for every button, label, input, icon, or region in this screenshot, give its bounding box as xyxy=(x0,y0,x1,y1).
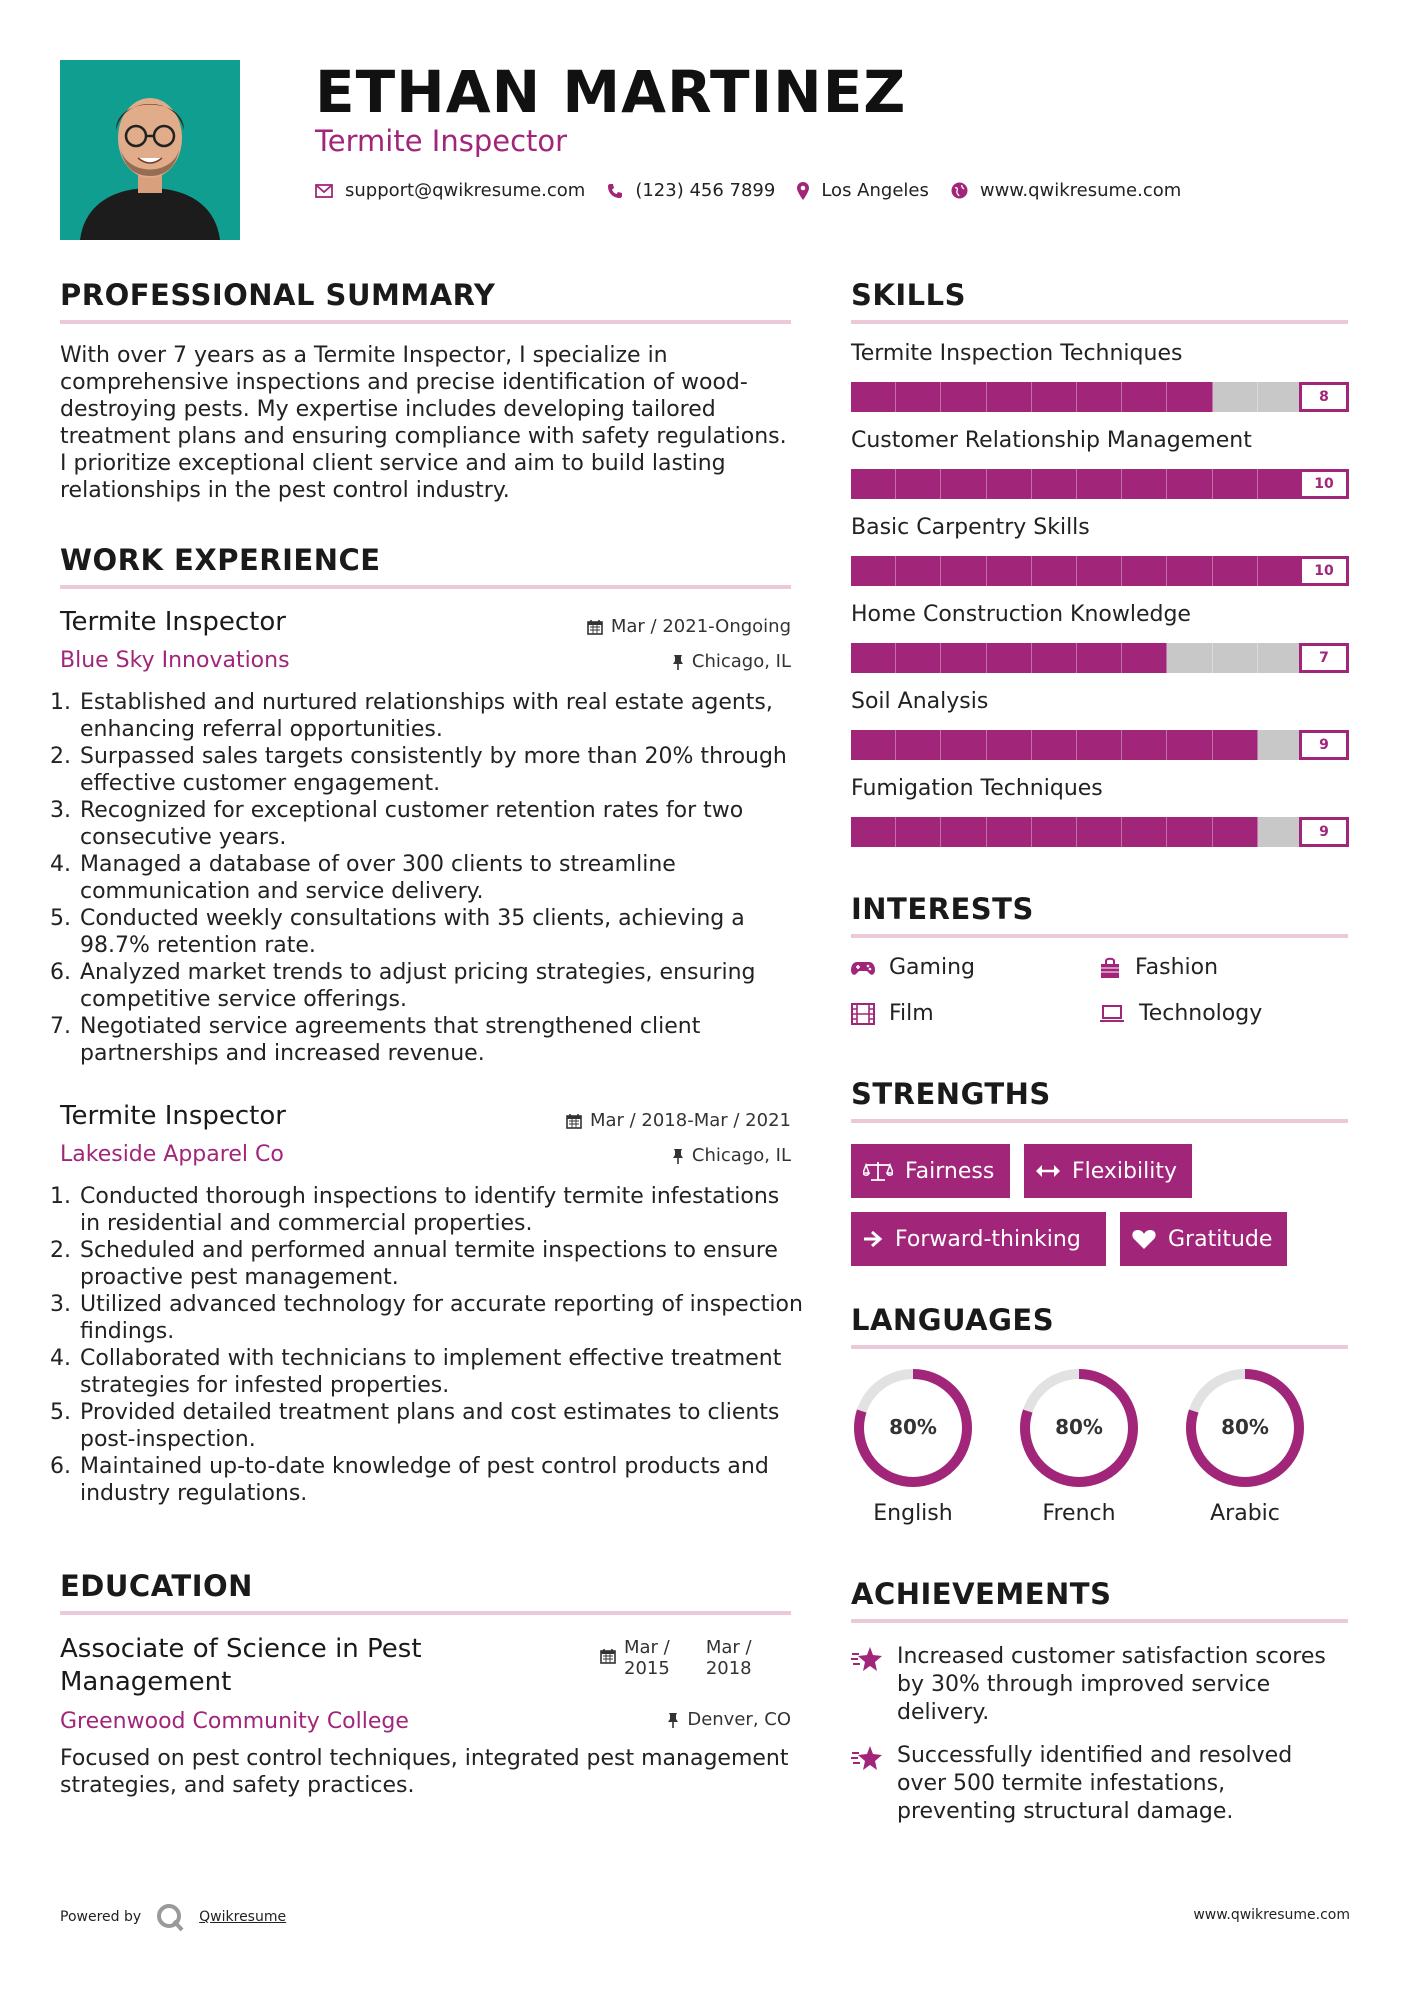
skill-bar-segment xyxy=(1213,382,1258,412)
strength-label: Fairness xyxy=(905,1158,995,1184)
list-item: 1. Established and nurtured relationships with real estate agents, enhancing referral opportunities. xyxy=(78,689,804,743)
film-icon xyxy=(851,1003,875,1025)
skill-bar-segment xyxy=(987,643,1032,673)
degree-line-1: Associate of Science in Pest xyxy=(60,1634,422,1664)
skill-bar-segment xyxy=(987,469,1032,499)
skill-bar-segment xyxy=(1032,382,1077,412)
skill-bar-segment xyxy=(1167,469,1212,499)
skill-bar-segment xyxy=(941,643,986,673)
skill-bar-track xyxy=(851,643,1303,673)
skill-label: Customer Relationship Management xyxy=(851,428,1252,453)
language-name: Arabic xyxy=(1210,1501,1280,1526)
skill-bar-segment xyxy=(1032,469,1077,499)
summary-text: With over 7 years as a Termite Inspector, I specialize in comprehensive inspections and precise identification of wood-destroying pests. My expertise includes developing tailored treatment plans and ensuring compliance with safety regulations. I prioritize exceptional client service and aim to build lasting relationships in the pest control industry. xyxy=(60,343,787,503)
skill-bar-segment xyxy=(1258,382,1303,412)
skill-bar-segment xyxy=(851,469,896,499)
skill-bar-segment xyxy=(1122,643,1167,673)
phone-text: (123) 456 7899 xyxy=(635,180,776,201)
skill-label: Home Construction Knowledge xyxy=(851,602,1191,627)
job-1-company: Blue Sky Innovations xyxy=(60,648,290,673)
skill-bar-segment xyxy=(1122,469,1167,499)
job-1-dates xyxy=(587,616,791,637)
list-item: 3. Recognized for exceptional customer retention rates for two consecutive years. xyxy=(78,797,804,851)
balance-scale-icon xyxy=(863,1160,893,1182)
skill-bar-segment xyxy=(1213,730,1258,760)
interest-label: Film xyxy=(889,1001,934,1026)
skill-bar-segment xyxy=(851,817,896,847)
skill-label: Basic Carpentry Skills xyxy=(851,515,1090,540)
skill-bar-track xyxy=(851,556,1303,586)
laptop-icon xyxy=(1099,1005,1125,1023)
contact-website[interactable] xyxy=(951,180,1181,201)
calendar-icon xyxy=(566,1113,582,1129)
skill-bar-segment xyxy=(1077,556,1122,586)
strength-gratitude xyxy=(1120,1212,1287,1266)
powered-by-text: Powered by xyxy=(60,1909,142,1925)
education-location xyxy=(667,1709,791,1730)
arrows-horizontal-icon xyxy=(1036,1164,1060,1178)
email-text: support@qwikresume.com xyxy=(345,180,586,201)
job-2-location-text: Chicago, IL xyxy=(691,1145,791,1166)
interests-heading: INTERESTS xyxy=(851,892,1034,926)
skill-bar-segment xyxy=(1122,730,1167,760)
strength-label: Flexibility xyxy=(1072,1158,1177,1184)
skill-level-badge: 7 xyxy=(1299,643,1349,673)
job-2-location xyxy=(672,1145,791,1166)
calendar-icon xyxy=(587,619,603,635)
star-icon xyxy=(851,1744,883,1774)
skill-bar-segment xyxy=(851,643,896,673)
interest-film xyxy=(851,1001,934,1026)
skill-bar-segment xyxy=(1258,817,1303,847)
job-2-dates-text: Mar / 2018-Mar / 2021 xyxy=(589,1110,791,1131)
skill-bar xyxy=(851,643,1349,673)
strength-fairness xyxy=(851,1144,1010,1198)
skill-label: Fumigation Techniques xyxy=(851,776,1103,801)
interest-technology xyxy=(1099,1001,1262,1026)
summary-divider xyxy=(60,320,791,324)
strength-label: Forward-thinking xyxy=(895,1226,1081,1252)
skills-heading: SKILLS xyxy=(851,278,966,312)
skill-bar-segment xyxy=(896,643,941,673)
education-end-month: Mar / xyxy=(705,1637,752,1658)
location-text: Los Angeles xyxy=(821,180,929,201)
skill-level-badge: 8 xyxy=(1299,382,1349,412)
languages-heading: LANGUAGES xyxy=(851,1303,1055,1337)
skill-bar-segment xyxy=(896,382,941,412)
heart-icon xyxy=(1132,1228,1156,1250)
map-pin-icon xyxy=(797,182,809,200)
pushpin-icon xyxy=(672,1148,684,1164)
skill-bar-segment xyxy=(1213,469,1258,499)
skill-bar xyxy=(851,730,1349,760)
strengths-heading: STRENGTHS xyxy=(851,1077,1051,1111)
skill-bar-segment xyxy=(987,730,1032,760)
skill-bar-track xyxy=(851,469,1303,499)
shopping-bag-icon xyxy=(1099,957,1121,979)
strengths-divider xyxy=(851,1119,1348,1123)
qwikresume-logo-icon xyxy=(155,1902,185,1932)
interest-label: Gaming xyxy=(889,955,975,980)
degree-line-2: Management xyxy=(60,1667,232,1697)
job-1-dates-text: Mar / 2021-Ongoing xyxy=(610,616,791,637)
profile-photo xyxy=(60,60,240,240)
skill-bar-segment xyxy=(1077,730,1122,760)
list-item: 5. Conducted weekly consultations with 35 clients, achieving a 98.7% retention rate. xyxy=(78,905,804,959)
education-end xyxy=(706,1637,752,1679)
skill-bar xyxy=(851,556,1349,586)
skill-bar-segment xyxy=(1213,556,1258,586)
contact-location xyxy=(797,180,929,201)
skill-bar-segment xyxy=(1077,469,1122,499)
list-item: 2. Surpassed sales targets consistently by more than 20% through effective customer engagement. xyxy=(78,743,804,797)
skill-bar-segment xyxy=(1213,643,1258,673)
skill-bar-segment xyxy=(1167,382,1212,412)
list-item: 6. Maintained up-to-date knowledge of pest control products and industry regulations. xyxy=(78,1453,804,1507)
skill-bar-segment xyxy=(1077,382,1122,412)
job-2-company: Lakeside Apparel Co xyxy=(60,1142,284,1167)
skill-bar-segment xyxy=(1122,382,1167,412)
interests-divider xyxy=(851,934,1348,938)
achievements-heading: ACHIEVEMENTS xyxy=(851,1577,1112,1611)
skill-bar-segment xyxy=(987,556,1032,586)
list-item: 2. Scheduled and performed annual termite inspections to ensure proactive pest management. xyxy=(78,1237,804,1291)
skill-bar-segment xyxy=(1167,643,1212,673)
skill-bar-segment xyxy=(1213,817,1258,847)
pushpin-icon xyxy=(672,654,684,670)
job-2-bullets xyxy=(56,1183,804,1507)
skill-bar-segment xyxy=(1122,556,1167,586)
envelope-icon xyxy=(315,184,333,198)
footer-url[interactable]: www.qwikresume.com xyxy=(1193,1907,1350,1923)
education-location-text: Denver, CO xyxy=(687,1709,791,1730)
job-1-bullets xyxy=(56,689,804,1067)
candidate-name: ETHAN MARTINEZ xyxy=(315,58,907,126)
skill-bar-track xyxy=(851,382,1303,412)
list-item: 6. Analyzed market trends to adjust pricing strategies, ensuring competitive service offerings. xyxy=(78,959,804,1013)
skill-bar-segment xyxy=(1258,556,1303,586)
skill-level-badge: 9 xyxy=(1299,817,1349,847)
pushpin-icon xyxy=(667,1712,679,1728)
interest-fashion xyxy=(1099,955,1218,980)
candidate-title: Termite Inspector xyxy=(315,124,568,158)
language-name: English xyxy=(873,1501,953,1526)
skill-bar-segment xyxy=(1258,469,1303,499)
experience-heading: WORK EXPERIENCE xyxy=(60,543,381,577)
job-1-title: Termite Inspector xyxy=(60,607,286,637)
language-percent: 80% xyxy=(1055,1415,1103,1439)
skill-level-badge: 9 xyxy=(1299,730,1349,760)
skill-bar-segment xyxy=(1077,817,1122,847)
achievements-divider xyxy=(851,1619,1348,1623)
languages-divider xyxy=(851,1345,1348,1349)
skill-bar xyxy=(851,817,1349,847)
skill-bar-segment xyxy=(1167,817,1212,847)
skill-bar-segment xyxy=(941,382,986,412)
experience-divider xyxy=(60,585,791,589)
skill-bar-segment xyxy=(1167,556,1212,586)
skill-bar-segment xyxy=(941,817,986,847)
job-2-title: Termite Inspector xyxy=(60,1101,286,1131)
strength-label: Gratitude xyxy=(1168,1226,1273,1252)
list-item: 3. Utilized advanced technology for accurate reporting of inspection findings. xyxy=(78,1291,804,1345)
gamepad-icon xyxy=(851,960,875,976)
job-1-location-text: Chicago, IL xyxy=(691,651,791,672)
contact-phone[interactable] xyxy=(607,180,775,201)
skill-bar-segment xyxy=(1032,643,1077,673)
arrow-right-icon xyxy=(863,1230,883,1248)
skill-level-badge: 10 xyxy=(1299,556,1349,586)
skill-bar-segment xyxy=(1032,730,1077,760)
achievement-item-1 xyxy=(851,1643,1348,1727)
contact-email[interactable] xyxy=(315,180,585,201)
job-1-location xyxy=(672,651,791,672)
skill-bar-segment xyxy=(851,556,896,586)
skill-bar-segment xyxy=(896,469,941,499)
skill-label: Soil Analysis xyxy=(851,689,989,714)
skill-bar-segment xyxy=(896,556,941,586)
skill-bar-segment xyxy=(1122,817,1167,847)
interest-label: Technology xyxy=(1139,1001,1263,1026)
skill-bar-segment xyxy=(1032,817,1077,847)
phone-icon xyxy=(607,183,623,199)
education-end-year: 2018 xyxy=(705,1658,752,1679)
education-start-month: Mar / xyxy=(624,1637,670,1658)
interest-gaming xyxy=(851,955,975,980)
skill-bar-segment xyxy=(941,556,986,586)
school-name: Greenwood Community College xyxy=(60,1709,409,1734)
degree-title xyxy=(60,1633,422,1699)
education-start-year: 2015 xyxy=(624,1658,670,1679)
website-text: www.qwikresume.com xyxy=(979,180,1182,201)
education-divider xyxy=(60,1611,791,1615)
skill-bar-segment xyxy=(1077,643,1122,673)
skill-bar xyxy=(851,382,1349,412)
language-percent: 80% xyxy=(889,1415,937,1439)
education-heading: EDUCATION xyxy=(60,1569,253,1603)
list-item: 5. Provided detailed treatment plans and cost estimates to clients post-inspection. xyxy=(78,1399,804,1453)
language-name: French xyxy=(1042,1501,1116,1526)
achievement-item-2 xyxy=(851,1742,1348,1826)
list-item: 7. Negotiated service agreements that strengthened client partnerships and increased revenue. xyxy=(78,1013,804,1067)
education-start xyxy=(624,1637,670,1679)
strength-forward-thinking xyxy=(851,1212,1106,1266)
strength-flexibility xyxy=(1024,1144,1192,1198)
skill-bar-segment xyxy=(941,730,986,760)
list-item: 1. Conducted thorough inspections to identify termite infestations in residential and commercial properties. xyxy=(78,1183,804,1237)
skill-bar xyxy=(851,469,1349,499)
skill-bar-segment xyxy=(941,469,986,499)
skills-divider xyxy=(851,320,1348,324)
star-icon xyxy=(851,1645,883,1675)
skill-bar-segment xyxy=(1258,730,1303,760)
skill-bar-segment xyxy=(851,382,896,412)
skill-bar-segment xyxy=(987,382,1032,412)
summary-heading: PROFESSIONAL SUMMARY xyxy=(60,278,496,312)
skill-bar-track xyxy=(851,730,1303,760)
education-description: Focused on pest control techniques, integrated pest management strategies, and safety practices. xyxy=(60,1746,789,1798)
skill-bar-segment xyxy=(1167,730,1212,760)
language-percent: 80% xyxy=(1221,1415,1269,1439)
footer-powered-by xyxy=(60,1902,286,1932)
skill-bar-segment xyxy=(1258,643,1303,673)
skill-bar-segment xyxy=(1032,556,1077,586)
skill-level-badge: 10 xyxy=(1299,469,1349,499)
skill-label: Termite Inspection Techniques xyxy=(851,341,1183,366)
globe-icon xyxy=(951,182,968,199)
contact-bar xyxy=(315,180,1203,201)
job-2-dates xyxy=(566,1110,791,1131)
achievement-text: Successfully identified and resolved over 500 termite infestations, preventing structural damage. xyxy=(897,1743,1293,1824)
list-item: 4. Collaborated with technicians to implement effective treatment strategies for infested properties. xyxy=(78,1345,804,1399)
person-portrait-icon xyxy=(60,60,240,240)
list-item: 4. Managed a database of over 300 clients to streamline communication and service delivery. xyxy=(78,851,804,905)
skill-bar-segment xyxy=(896,817,941,847)
skill-bar-segment xyxy=(851,730,896,760)
skill-bar-track xyxy=(851,817,1303,847)
skill-bar-segment xyxy=(987,817,1032,847)
skill-bar-segment xyxy=(896,730,941,760)
interest-label: Fashion xyxy=(1135,955,1219,980)
brand-link[interactable]: Qwikresume xyxy=(199,1909,287,1925)
achievement-text: Increased customer satisfaction scores by 30% through improved service delivery. xyxy=(897,1644,1326,1725)
education-dates xyxy=(600,1637,752,1679)
calendar-icon xyxy=(600,1648,616,1664)
